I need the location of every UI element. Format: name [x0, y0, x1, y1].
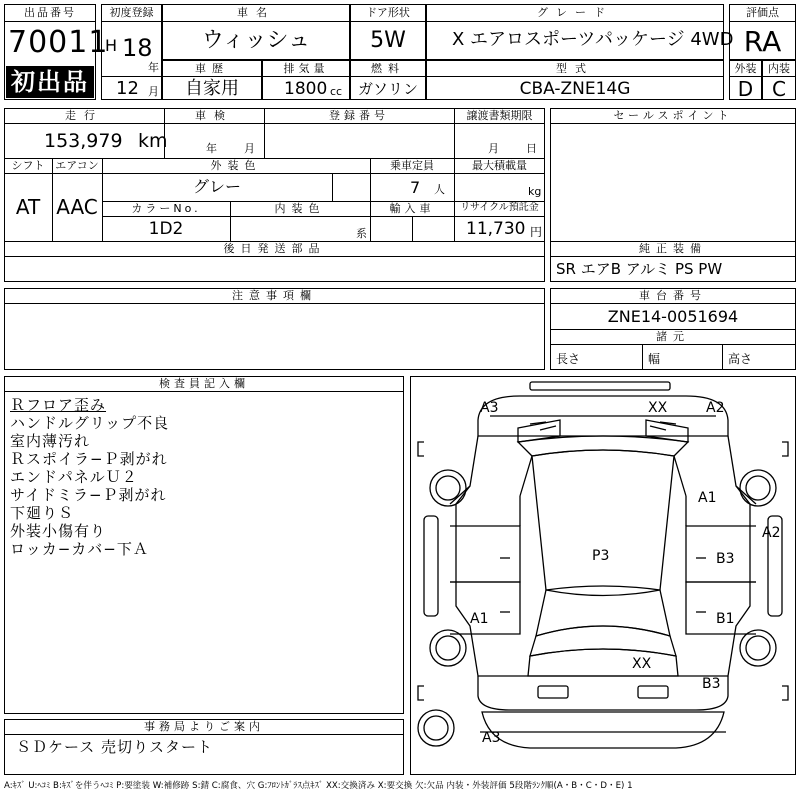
damage-mark: A1 — [698, 490, 717, 506]
ext-color-label: 外装色 — [210, 159, 262, 172]
era: H — [105, 36, 118, 55]
history: 自家用 — [185, 78, 239, 99]
month-unit: 月 — [148, 85, 159, 98]
color-no-label: カラーNo. — [131, 202, 201, 215]
mileage: 153,979 — [44, 130, 123, 152]
inspector-note: 外装小傷有り — [10, 522, 107, 540]
ac-label: エアコン — [55, 159, 99, 172]
notes-label: 注意事項欄 — [232, 289, 317, 302]
ac: AAC — [56, 195, 98, 219]
max-load-label: 最大積載量 — [472, 159, 527, 172]
office-text: ＳＤケース 売切りスタート — [16, 738, 214, 756]
width-label: 幅 — [648, 352, 661, 366]
int-color-unit: 系 — [356, 227, 367, 240]
recycle-unit: 円 — [530, 225, 543, 239]
shift: AT — [15, 195, 41, 219]
inspector-note: Ｒスポイラ−Ｐ剥がれ — [10, 450, 168, 468]
damage-mark: XX — [632, 656, 652, 672]
recycle-label: リサイクル預託金 — [460, 202, 539, 213]
genuine-equipment-label: 純正装備 — [639, 242, 707, 255]
height-label: 高さ — [728, 352, 753, 366]
door-type-label: ドア形状 — [366, 6, 410, 19]
damage-mark: XX — [648, 400, 668, 416]
legend: A:ｷｽﾞ U:ﾍｺﾐ B:ｷｽﾞを伴うﾍｺﾐ P:要塗装 W:補修跡 S:錆 C:腐食、穴 G:ﾌﾛﾝﾄｶﾞﾗｽ点ｷｽﾞ XX:交換済み X:要交換 欠:欠品 内装・外装評価 5段階ﾗﾝｸ順(A・B・C・D・E) 1 — [4, 781, 633, 791]
exterior-grade: D — [737, 77, 754, 101]
damage-mark: A2 — [762, 525, 781, 541]
fuel-label: 燃料 — [371, 62, 405, 75]
recycle-amount: 11,730 — [466, 219, 526, 239]
history-label: 車歴 — [195, 62, 229, 75]
damage-mark: P3 — [592, 548, 610, 564]
damage-mark: B3 — [716, 551, 735, 567]
car-diagram — [410, 376, 796, 775]
damage-mark: A3 — [482, 730, 501, 746]
inspector-note: ハンドルグリップ不良 — [10, 414, 170, 432]
mileage-label: 走行 — [65, 109, 103, 122]
inspector-note: エンドパネルＵ２ — [10, 468, 138, 486]
transfer-month-unit: 月 — [488, 142, 499, 155]
damage-mark: A2 — [706, 400, 725, 416]
inspector-note: Ｒフロア歪み — [10, 396, 107, 414]
transfer-day-unit: 日 — [526, 142, 537, 155]
displacement: 1800 — [284, 79, 328, 99]
model-label: 型式 — [556, 62, 594, 75]
int-color-label: 内装色 — [274, 202, 326, 215]
genuine-equipment: SR エアB アルミ PS PW — [556, 260, 723, 278]
inspector-note: 下廻りＳ — [10, 504, 75, 522]
exterior-grade-label: 外装 — [734, 62, 757, 75]
damage-mark: B3 — [702, 676, 721, 692]
registration-year: 18 — [122, 34, 153, 62]
capacity: 7 — [410, 178, 421, 197]
capacity-label: 乗車定員 — [390, 159, 434, 172]
sales-points-label: セールスポイント — [613, 109, 733, 122]
first-registration-label: 初度登録 — [109, 6, 154, 19]
first-listing-badge: 初出品 — [6, 66, 94, 98]
damage-mark: B1 — [716, 611, 735, 627]
office-label: 事務局よりご案内 — [144, 720, 264, 733]
later-parts-label: 後日発送部品 — [223, 242, 326, 255]
inspection-year-unit: 年 — [206, 142, 217, 155]
length-label: 長さ — [556, 352, 581, 366]
interior-grade-label: 内装 — [768, 62, 790, 75]
max-load-unit: kg — [528, 185, 542, 198]
grade-label: グレード — [537, 6, 613, 19]
dims-label: 諸元 — [656, 330, 690, 343]
interior-grade: C — [772, 77, 786, 101]
inspection-month-unit: 月 — [244, 142, 255, 155]
import-label: 輸入車 — [389, 202, 435, 215]
displacement-label: 排気量 — [283, 62, 329, 75]
car-name: ウィッシュ — [201, 28, 311, 53]
inspector-label: 検査員記入欄 — [159, 377, 249, 390]
listing-number: 70011 — [8, 25, 109, 60]
score-label: 評価点 — [746, 6, 779, 19]
score: RA — [743, 25, 782, 58]
inspector-note: サイドミラ−Ｐ剥がれ — [10, 486, 167, 504]
door-type: 5W — [370, 28, 406, 53]
car-name-label: 車名 — [237, 6, 275, 19]
chassis-number: ZNE14-0051694 — [607, 307, 739, 326]
mileage-unit: km — [138, 130, 168, 152]
reg-number-label: 登録番号 — [329, 109, 389, 122]
capacity-unit: 人 — [434, 183, 445, 196]
model: CBA-ZNE14G — [519, 79, 631, 99]
damage-mark: A1 — [470, 611, 489, 627]
transfer-deadline-label: 譲渡書類期限 — [466, 109, 533, 122]
year-unit: 年 — [148, 61, 159, 74]
shift-label: シフト — [11, 159, 45, 172]
color-no: 1D2 — [148, 219, 184, 239]
ext-color: グレー — [192, 177, 241, 196]
displacement-unit: cc — [330, 85, 343, 98]
inspection-label: 車検 — [195, 109, 233, 122]
listing-number-label: 出品番号 — [24, 6, 76, 19]
registration-month: 12 — [116, 78, 139, 99]
grade: X エアロスポーツパッケージ 4WD — [452, 29, 734, 50]
inspector-note: ロッカ−カバ−下Ａ — [10, 540, 149, 558]
inspector-note: 室内薄汚れ — [10, 432, 91, 450]
damage-mark: A3 — [480, 400, 499, 416]
inspector-notes — [10, 396, 169, 558]
chassis-label: 車台番号 — [639, 289, 707, 302]
fuel: ガソリン — [357, 80, 418, 98]
